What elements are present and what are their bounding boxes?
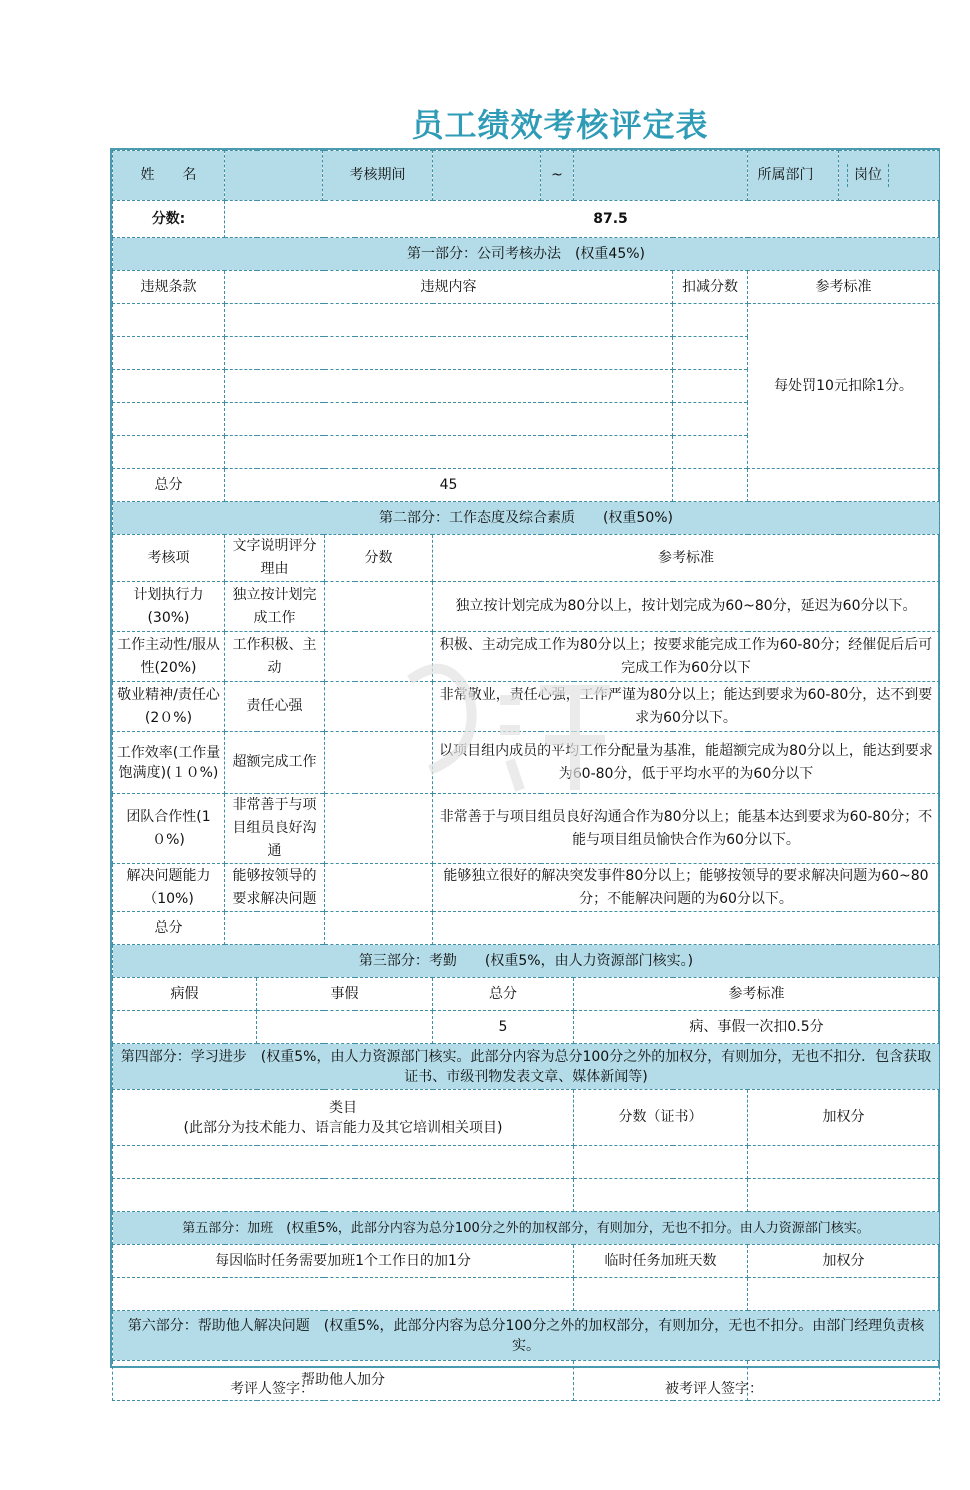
part4-title: 第四部分：学习进步 (权重5%，由人力资源部门核实。此部分内容为总分100分之外的加权分，有则加分，无也不扣分．包含获取证书、市级刊物发表文章、媒体新闻等) xyxy=(113,1044,940,1090)
part1-clause-cell[interactable] xyxy=(113,403,225,436)
part1-deduct-cell[interactable] xyxy=(673,370,748,403)
part2-reason: 工作积极、主动 xyxy=(225,632,325,682)
part2-total-standard xyxy=(433,912,940,945)
part1-clause-cell[interactable] xyxy=(113,337,225,370)
part2-col-item: 考核项 xyxy=(113,535,225,582)
part1-standard: 每处罚10元扣除1分。 xyxy=(748,304,940,469)
part1-deduct-cell[interactable] xyxy=(673,436,748,469)
part2-reason: 能够按领导的要求解决问题 xyxy=(225,864,325,912)
part1-content-cell[interactable] xyxy=(225,337,673,370)
part2-total-label: 总分 xyxy=(113,912,225,945)
part2-standard: 非常敬业，责任心强，工作严谨为80分以上；能达到要求为60-80分，达不到要求为60分以下。 xyxy=(433,682,940,732)
assessee-signature-label: 被考评人签字： xyxy=(665,1381,763,1397)
part1-clause-cell[interactable] xyxy=(113,436,225,469)
part2-reason: 非常善于与项目组员良好沟通 xyxy=(225,794,325,864)
dept-label: 所属部门 xyxy=(757,167,814,183)
part4-col-category xyxy=(113,1090,574,1146)
part5-col-days: 临时任务加班天数 xyxy=(574,1245,748,1278)
part5-title: 第五部分：加班 (权重5%，此部分内容为总分100分之外的加权部分，有则加分，无也不扣分。由人力资源部门核实。 xyxy=(113,1212,940,1245)
evaluation-table xyxy=(112,150,940,1401)
part4-weight-cell[interactable] xyxy=(748,1146,940,1179)
part1-deduct-cell[interactable] xyxy=(673,304,748,337)
part4-score-cell[interactable] xyxy=(574,1146,748,1179)
part4-category-note: (此部分为技术能力、语言能力及其它培训相关项目) xyxy=(183,1119,503,1136)
part3-standard: 病、事假一次扣0.5分 xyxy=(574,1011,940,1044)
part1-content-cell[interactable] xyxy=(225,403,673,436)
part3-col-standard: 参考标准 xyxy=(574,978,940,1011)
part5-col-weight: 加权分 xyxy=(748,1245,940,1278)
part3-personal-cell[interactable] xyxy=(257,1011,433,1044)
dept-cell xyxy=(748,151,839,201)
part2-total-score[interactable] xyxy=(325,912,433,945)
part6-title: 第六部分：帮助他人解决问题 (权重5%，此部分内容为总分100分之外的加权部分，有则加分，无也不扣分。由部门经理负责核实。 xyxy=(113,1311,940,1361)
part2-item: 解决问题能力（10%) xyxy=(113,864,225,912)
part2-total-reason xyxy=(225,912,325,945)
part2-standard: 非常善于与项目组员良好沟通合作为80分以上；能基本达到要求为60-80分；不能与项目组员愉快合作为60分以下。 xyxy=(433,794,940,864)
part1-content-cell[interactable] xyxy=(225,370,673,403)
part3-col-total: 总分 xyxy=(433,978,574,1011)
part1-clause-cell[interactable] xyxy=(113,304,225,337)
part2-item: 工作主动性/服从性(20%) xyxy=(113,632,225,682)
part1-title: 第一部分：公司考核办法 (权重45%) xyxy=(113,238,940,271)
part4-category-cell[interactable] xyxy=(113,1179,574,1212)
part2-title: 第二部分：工作态度及综合素质 (权重50%) xyxy=(113,502,940,535)
part2-reason: 责任心强 xyxy=(225,682,325,732)
part5-weight-cell[interactable] xyxy=(748,1278,940,1311)
name-field[interactable] xyxy=(225,151,323,201)
part2-item: 团队合作性(1０%) xyxy=(113,794,225,864)
assessor-signature-label: 考评人签字： xyxy=(230,1381,314,1397)
part2-score-cell[interactable] xyxy=(325,682,433,732)
part2-standard: 独立按计划完成为80分以上，按计划完成为60~80分，延迟为60分以下。 xyxy=(433,582,940,632)
part3-title: 第三部分：考勤 (权重5%，由人力资源部门核实。) xyxy=(113,945,940,978)
part2-score-cell[interactable] xyxy=(325,632,433,682)
part1-content-cell[interactable] xyxy=(225,436,673,469)
part2-score-cell[interactable] xyxy=(325,732,433,794)
part2-score-cell[interactable] xyxy=(325,582,433,632)
part2-item: 计划执行力(30%) xyxy=(113,582,225,632)
part1-total-value: 45 xyxy=(225,469,673,502)
post-cell xyxy=(839,151,940,201)
part1-col-content: 违规内容 xyxy=(225,271,673,304)
period-end-field[interactable] xyxy=(574,151,748,201)
part1-col-deduct: 扣减分数 xyxy=(673,271,748,304)
part1-deduct-cell[interactable] xyxy=(673,403,748,436)
part2-standard: 能够独立很好的解决突发事件80分以上；能够按领导的要求解决问题为60~80分；不能解决问题的为60分以下。 xyxy=(433,864,940,912)
score-value: 87.5 xyxy=(225,201,940,238)
part2-col-reason: 文字说明评分理由 xyxy=(225,535,325,582)
part2-item: 工作效率(工作量饱满度)(１０%) xyxy=(113,732,225,794)
part1-content-cell[interactable] xyxy=(225,304,673,337)
part1-col-clause: 违规条款 xyxy=(113,271,225,304)
part4-weight-cell[interactable] xyxy=(748,1179,940,1212)
part1-col-standard: 参考标准 xyxy=(748,271,940,304)
score-label: 分数: xyxy=(113,201,225,238)
period-start-field[interactable] xyxy=(433,151,541,201)
period-tilde: ~ xyxy=(541,151,574,201)
part4-col-score: 分数（证书） xyxy=(574,1090,748,1146)
part2-col-standard: 参考标准 xyxy=(433,535,940,582)
part1-total-label: 总分 xyxy=(113,469,225,502)
part3-sick-cell[interactable] xyxy=(113,1011,257,1044)
period-label: 考核期间 xyxy=(323,151,433,201)
part1-clause-cell[interactable] xyxy=(113,370,225,403)
part3-col-personal: 事假 xyxy=(257,978,433,1011)
part4-col-weight: 加权分 xyxy=(748,1090,940,1146)
part2-reason: 超额完成工作 xyxy=(225,732,325,794)
part2-score-cell[interactable] xyxy=(325,864,433,912)
part4-score-cell[interactable] xyxy=(574,1179,748,1212)
part5-rule-cell[interactable] xyxy=(113,1278,574,1311)
post-label: 岗位 xyxy=(847,164,889,187)
part6-col-help: 帮助他人加分 xyxy=(113,1361,574,1401)
part1-total-standard xyxy=(748,469,940,502)
part4-category-label: 类目 xyxy=(329,1099,357,1116)
name-label: 姓 名 xyxy=(113,151,225,201)
part1-total-deduct[interactable] xyxy=(673,469,748,502)
part5-col-rule: 每因临时任务需要加班1个工作日的加1分 xyxy=(113,1245,574,1278)
part5-days-cell[interactable] xyxy=(574,1278,748,1311)
part3-col-sick: 病假 xyxy=(113,978,257,1011)
part2-standard: 积极、主动完成工作为80分以上；按要求能完成工作为60-80分；经催促后后可完成工作为60分以下 xyxy=(433,632,940,682)
part6-weight-cell[interactable] xyxy=(748,1361,940,1401)
part3-total-value: 5 xyxy=(433,1011,574,1044)
part2-reason: 独立按计划完成工作 xyxy=(225,582,325,632)
part2-standard: 以项目组内成员的平均工作分配量为基准，能超额完成为80分以上，能达到要求为60-80分，低于平均水平的为60分以下 xyxy=(433,732,940,794)
part2-col-score: 分数 xyxy=(325,535,433,582)
part4-category-cell[interactable] xyxy=(113,1146,574,1179)
page-title: 员工绩效考核评定表 xyxy=(411,106,709,144)
part2-score-cell[interactable] xyxy=(325,794,433,864)
part1-deduct-cell[interactable] xyxy=(673,337,748,370)
part2-item: 敬业精神/责任心(2０%) xyxy=(113,682,225,732)
